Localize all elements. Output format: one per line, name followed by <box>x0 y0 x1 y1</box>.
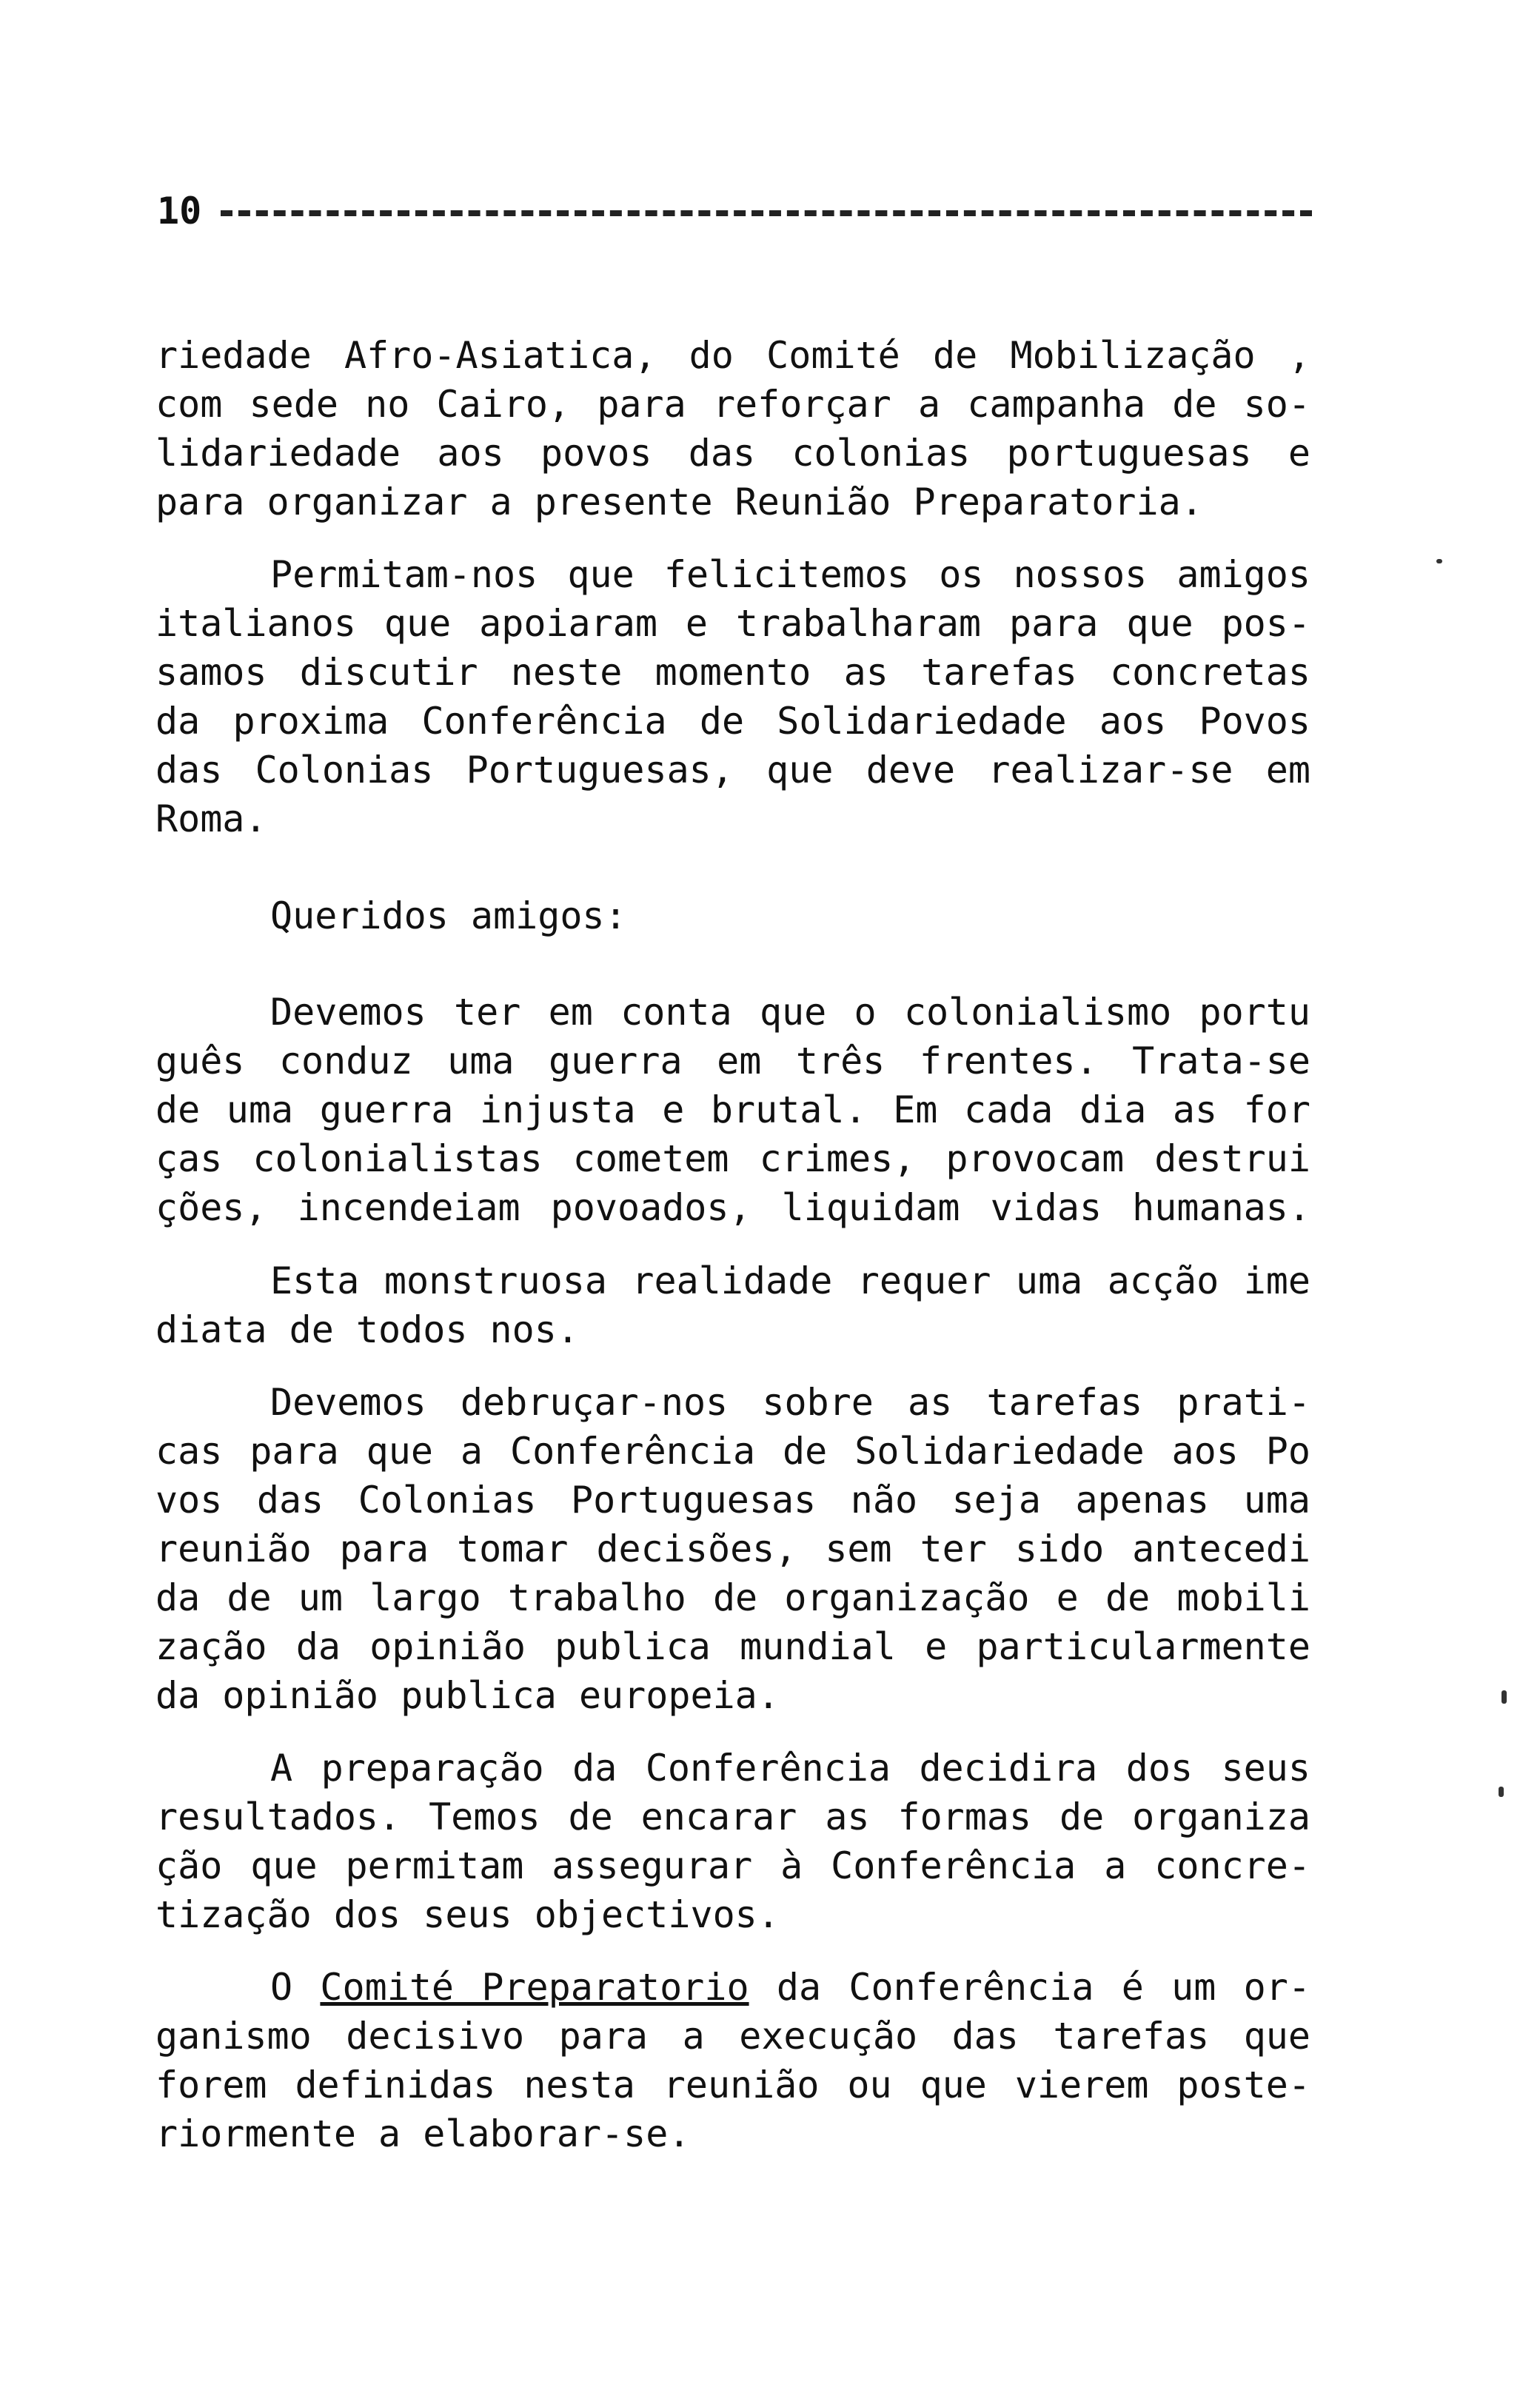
text-line: com sede no Cairo, para reforçar a campanha de so- <box>155 383 1310 426</box>
text-line: ças colonialistas cometem crimes, provocam destrui <box>155 1137 1310 1180</box>
header-dashed-rule <box>221 210 1312 216</box>
text-line: da opinião publica europeia. <box>155 1674 780 1717</box>
text-line: riedade Afro-Asiatica, do Comité de Mobilização , <box>155 334 1310 377</box>
page-number: 10 <box>157 190 202 232</box>
page-header <box>157 185 1312 237</box>
scan-mark <box>1499 1787 1504 1797</box>
text-line: Permitam-nos que felicitemos os nossos amigos <box>270 553 1310 596</box>
text-line: reunião para tomar decisões, sem ter sido antecedi <box>155 1527 1310 1570</box>
text-line: vos das Colonias Portuguesas não seja apenas uma <box>155 1479 1310 1522</box>
text-segment: O <box>270 1966 321 2009</box>
text-line: cas para que a Conferência de Solidariedade aos Po <box>155 1430 1310 1473</box>
text-line: de uma guerra injusta e brutal. Em cada dia as for <box>155 1088 1310 1131</box>
text-line: zação da opinião publica mundial e particularmente <box>155 1625 1310 1668</box>
text-line: samos discutir neste momento as tarefas concretas <box>155 651 1310 694</box>
text-line: Roma. <box>155 797 267 840</box>
text-segment: da Conferência é um or- <box>749 1966 1310 2009</box>
text-line: lidariedade aos povos das colonias portuguesas e <box>155 432 1310 475</box>
text-line: forem definidas nesta reunião ou que vierem poste- <box>155 2064 1310 2106</box>
text-line-with-underline <box>155 1964 1310 2011</box>
scan-mark <box>1502 1690 1507 1704</box>
text-line: Devemos ter em conta que o colonialismo portu <box>270 991 1310 1034</box>
text-line: resultados. Temos de encarar as formas de organiza <box>155 1795 1310 1838</box>
text-line: A preparação da Conferência decidira dos seus <box>270 1747 1310 1790</box>
text-line: diata de todos nos. <box>155 1308 579 1351</box>
text-line: ganismo decisivo para a execução das tarefas que <box>155 2015 1310 2058</box>
text-line: para organizar a presente Reunião Preparatoria. <box>155 481 1203 523</box>
underlined-phrase: Comité Preparatorio <box>320 1966 749 2009</box>
text-line: ção que permitam assegurar à Conferência a concre- <box>155 1844 1310 1887</box>
text-line: italianos que apoiaram e trabalharam para que pos- <box>155 602 1310 645</box>
text-line: da de um largo trabalho de organização e de mobili <box>155 1576 1310 1619</box>
text-line: Devemos debruçar-nos sobre as tarefas prati- <box>270 1381 1310 1424</box>
text-line: Esta monstruosa realidade requer uma acção ime <box>270 1259 1310 1302</box>
text-line: da proxima Conferência de Solidariedade aos Povos <box>155 700 1310 743</box>
text-line: das Colonias Portuguesas, que deve realizar-se em <box>155 749 1310 791</box>
text-line: tização dos seus objectivos. <box>155 1893 780 1936</box>
scan-mark <box>1436 559 1442 563</box>
text-line: guês conduz uma guerra em três frentes. Trata-se <box>155 1040 1310 1082</box>
text-line: ções, incendeiam povoados, liquidam vidas humanas. <box>155 1186 1310 1229</box>
salutation: Queridos amigos: <box>270 894 627 937</box>
text-line: riormente a elaborar-se. <box>155 2112 691 2155</box>
